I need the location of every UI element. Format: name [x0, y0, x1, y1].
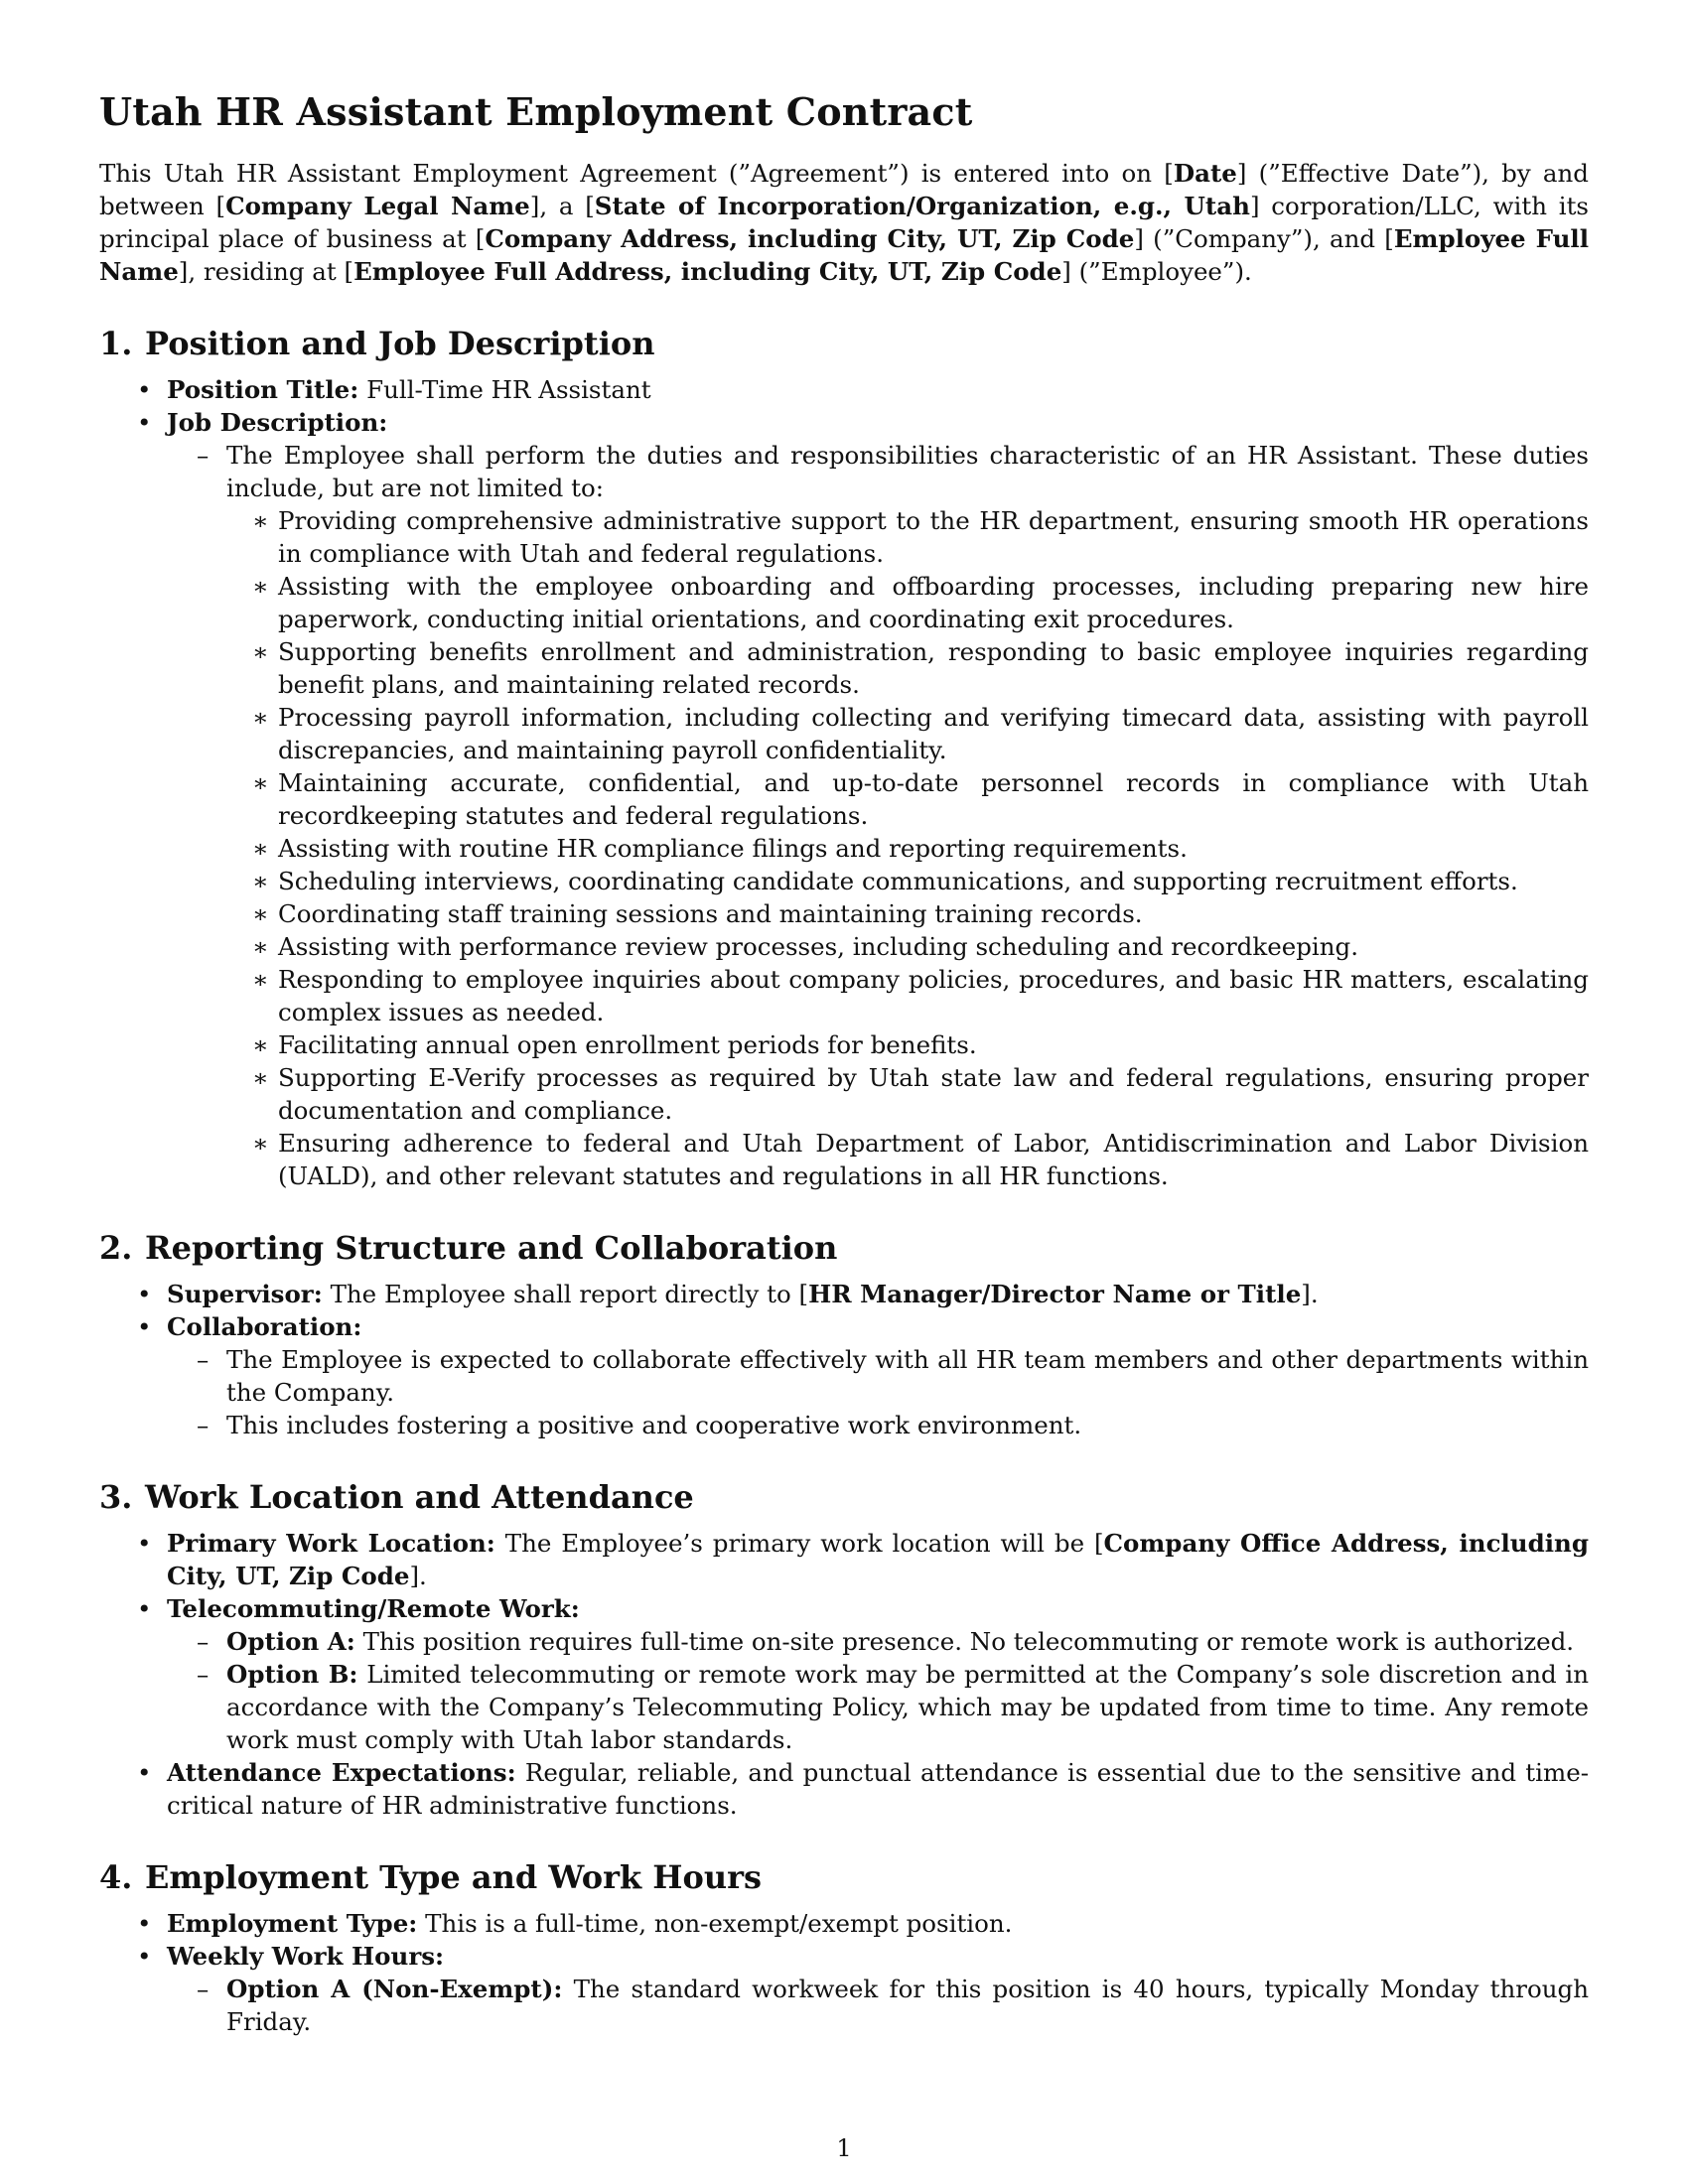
- duty-item: ∗ Supporting benefits enrollment and administration, responding to basic employee inquiries regarding benefit plans, and maintaining related records.: [226, 635, 1589, 701]
- employee-address-placeholder: Employee Full Address, including City, UT, Zip Code: [353, 257, 1062, 286]
- section-heading: 3. Work Location and Attendance: [99, 1478, 694, 1516]
- duty-item: ∗ Facilitating annual open enrollment periods for benefits.: [226, 1028, 1589, 1061]
- duty-item: ∗ Maintaining accurate, confidential, and up-to-date personnel records in compliance with Utah recordkeeping statutes and federal regulations.: [226, 766, 1589, 832]
- hours-option-a: – Option A (Non-Exempt): The standard workweek for this position is 40 hours, typically Monday through Friday.: [167, 1973, 1589, 2038]
- section-2-list: [99, 1278, 1589, 1441]
- employee-name-placeholder: Employee Full Name: [99, 224, 1590, 286]
- company-address-placeholder: Company Address, including City, UT, Zip Code: [485, 224, 1135, 253]
- supervisor-item: • Supervisor: The Employee shall report directly to [HR Manager/Director Name or Title].: [99, 1278, 1589, 1310]
- collaboration-item: • Collaboration: – The Employee is expected to collaborate effectively with all HR team members and other departments within the Company. – This includes fostering a positive and cooperative work environment.: [99, 1310, 1589, 1441]
- collaboration-sub-item: – This includes fostering a positive and cooperative work environment.: [167, 1409, 1589, 1441]
- section-1-list: [99, 373, 1589, 1192]
- remote-option-b: – Option B: Limited telecommuting or remote work may be permitted at the Company’s sole discretion and in accordance with the Company’s Telecommuting Policy, which may be updated from time to time. Any remote work must comply with Utah labor standards.: [167, 1658, 1589, 1756]
- attendance-item: • Attendance Expectations: Regular, reliable, and punctual attendance is essential due to the sensitive and time-critical nature of HR administrative functions.: [99, 1756, 1589, 1822]
- position-title-item: • Position Title: Full-Time HR Assistant: [99, 373, 1589, 406]
- supervisor-placeholder: HR Manager/Director Name or Title: [808, 1280, 1302, 1308]
- employment-type-item: • Employment Type: This is a full-time, non-exempt/exempt position.: [99, 1907, 1589, 1940]
- duty-item: ∗ Providing comprehensive administrative support to the HR department, ensuring smooth HR operations in compliance with Utah and federal regulations.: [226, 504, 1589, 570]
- collaboration-sub-item: – The Employee is expected to collaborate effectively with all HR team members and other departments within the Company.: [167, 1343, 1589, 1409]
- section-heading: 4. Employment Type and Work Hours: [99, 1858, 762, 1896]
- primary-location-item: • Primary Work Location: The Employee’s primary work location will be [Company Office Address, including City, UT, Zip Code].: [99, 1527, 1589, 1592]
- remote-work-item: • Telecommuting/Remote Work: – Option A: This position requires full-time on-site presence. No telecommuting or remote work is authorized. – Option B: Limited telecommuting or remote work may be permitted at the Company’s sole discretion and in accordance with the Company’s Telecommuting Policy, which may be updated from time to time. Any remote work must comply with Utah labor standards.: [99, 1592, 1589, 1756]
- company-name-placeholder: Company Legal Name: [225, 192, 530, 220]
- job-description-item: • Job Description: – The Employee shall perform the duties and responsibilities characteristic of an HR Assistant. These duties include, but are not limited to: ∗ Providing comprehensive administrative support to the HR department, ensuring smooth HR operations in compliance with Utah and federal regulations. ∗ Assisting with the employee onboarding and offboarding processes, including preparing new hire paperwork, conducting initial orientations, and coordinating exit procedures. ∗ Supporting benefits enrollment and administration, responding to basic employee inquiries regarding benefit plans, and maintaining related records. ∗ Processing payroll information, including collecting and verifying timecard data, assisting with payroll discrepancies, and maintaining payroll confidentiality. ∗ Maintaining accurate, confidential, and up-to-date personnel records in compliance with Utah recordkeeping statutes and federal regulations. ∗ Assisting with routine HR compliance filings and reporting requirements. ∗ Scheduling interviews, coordinating candidate communications, and supporting recruitment efforts. ∗ Coordinating staff training sessions and maintaining training records. ∗ Assisting with performance review processes, including scheduling and recordkeeping. ∗ Responding to employee inquiries about company policies, procedures, and basic HR matters, escalating complex issues as needed. ∗ Facilitating annual open enrollment periods for benefits. ∗ Supporting E-Verify processes as required by Utah state law and federal regulations, ensuring proper documentation and compliance. ∗ Ensuring adherence to federal and Utah Department of Labor, Antidiscrimination and Labor Division (UALD), and other relevant statutes and regulations in all HR functions.: [99, 406, 1589, 1192]
- duty-item: ∗ Responding to employee inquiries about company policies, procedures, and basic HR matters, escalating complex issues as needed.: [226, 963, 1589, 1028]
- section-heading: 1. Position and Job Description: [99, 325, 655, 362]
- section-4-list: [99, 1907, 1589, 2038]
- duty-item: ∗ Assisting with routine HR compliance filings and reporting requirements.: [226, 832, 1589, 865]
- date-placeholder: Date: [1173, 159, 1237, 188]
- document-title: Utah HR Assistant Employment Contract: [99, 89, 973, 134]
- remote-option-a: – Option A: This position requires full-time on-site presence. No telecommuting or remote work is authorized.: [167, 1625, 1589, 1658]
- intro-paragraph: This Utah HR Assistant Employment Agreement (”Agreement”) is entered into on [Date] (”Effective Date”), by and between [Company Legal Name], a [State of Incorporation/Organization, e.g., Utah] corporation/LLC, with its principal place of business at [Company Address, including City, UT, Zip Code] (”Company”), and [Employee Full Name], residing at [Employee Full Address, including City, UT, Zip Code] (”Employee”).: [99, 159, 1590, 286]
- state-placeholder: State of Incorporation/Organization, e.g., Utah: [594, 192, 1250, 220]
- page-number: 1: [836, 2134, 852, 2162]
- duty-item: ∗ Supporting E-Verify processes as required by Utah state law and federal regulations, ensuring proper documentation and compliance.: [226, 1061, 1589, 1127]
- duty-item: ∗ Assisting with performance review processes, including scheduling and recordkeeping.: [226, 930, 1589, 963]
- weekly-hours-item: • Weekly Work Hours: – Option A (Non-Exempt): The standard workweek for this position is 40 hours, typically Monday through Friday.: [99, 1940, 1589, 2038]
- duty-item: ∗ Coordinating staff training sessions and maintaining training records.: [226, 897, 1589, 930]
- duty-item: ∗ Scheduling interviews, coordinating candidate communications, and supporting recruitment efforts.: [226, 865, 1589, 897]
- duty-item: ∗ Assisting with the employee onboarding and offboarding processes, including preparing new hire paperwork, conducting initial orientations, and coordinating exit procedures.: [226, 570, 1589, 635]
- duties-list: [226, 504, 1589, 1192]
- office-address-placeholder: Company Office Address, including City, UT, Zip Code: [167, 1529, 1590, 1590]
- duty-item: ∗ Ensuring adherence to federal and Utah Department of Labor, Antidiscrimination and Labor Division (UALD), and other relevant statutes and regulations in all HR functions.: [226, 1127, 1589, 1192]
- section-heading: 2. Reporting Structure and Collaboration: [99, 1229, 838, 1267]
- duty-item: ∗ Processing payroll information, including collecting and verifying timecard data, assisting with payroll discrepancies, and maintaining payroll confidentiality.: [226, 701, 1589, 766]
- job-description-intro: – The Employee shall perform the duties and responsibilities characteristic of an HR Assistant. These duties include, but are not limited to: ∗ Providing comprehensive administrative support to the HR department, ensuring smooth HR operations in compliance with Utah and federal regulations. ∗ Assisting with the employee onboarding and offboarding processes, including preparing new hire paperwork, conducting initial orientations, and coordinating exit procedures. ∗ Supporting benefits enrollment and administration, responding to basic employee inquiries regarding benefit plans, and maintaining related records. ∗ Processing payroll information, including collecting and verifying timecard data, assisting with payroll discrepancies, and maintaining payroll confidentiality. ∗ Maintaining accurate, confidential, and up-to-date personnel records in compliance with Utah recordkeeping statutes and federal regulations. ∗ Assisting with routine HR compliance filings and reporting requirements. ∗ Scheduling interviews, coordinating candidate communications, and supporting recruitment efforts. ∗ Coordinating staff training sessions and maintaining training records. ∗ Assisting with performance review processes, including scheduling and recordkeeping. ∗ Responding to employee inquiries about company policies, procedures, and basic HR matters, escalating complex issues as needed. ∗ Facilitating annual open enrollment periods for benefits. ∗ Supporting E-Verify processes as required by Utah state law and federal regulations, ensuring proper documentation and compliance. ∗ Ensuring adherence to federal and Utah Department of Labor, Antidiscrimination and Labor Division (UALD), and other relevant statutes and regulations in all HR functions.: [167, 439, 1589, 1192]
- document-page: [99, 79, 1589, 2038]
- section-3-list: [99, 1527, 1589, 1822]
